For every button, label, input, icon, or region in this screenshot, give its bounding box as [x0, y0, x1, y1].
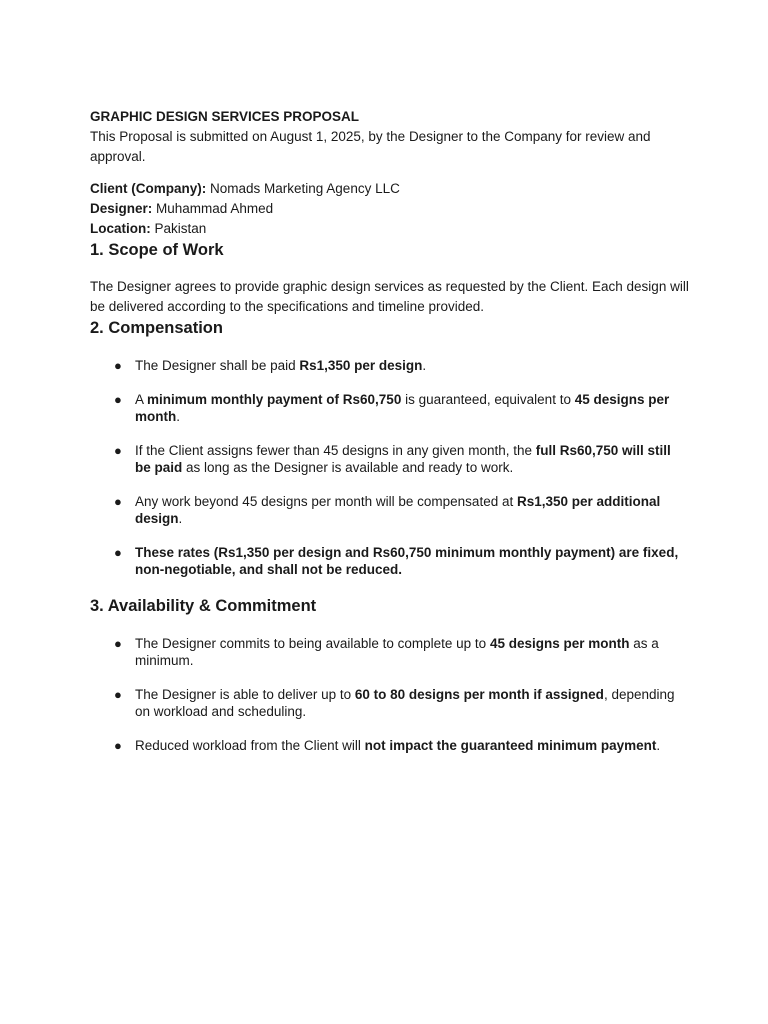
text-run: The Designer is able to deliver up to: [135, 687, 355, 702]
text-run: .: [656, 738, 661, 753]
bold-text: Rs1,350 per design: [299, 358, 423, 373]
text-run: If the Client assigns fewer than 45 designs in any given month, the: [135, 443, 536, 458]
text-run: A: [135, 392, 148, 407]
bold-text: 45 designs per month: [489, 636, 630, 651]
designer-line: [90, 199, 690, 219]
list-item: [90, 493, 690, 527]
designer-value: Muhammad Ahmed: [152, 201, 274, 216]
bullet-icon: ●: [114, 636, 122, 651]
list-item: [90, 544, 690, 578]
text-run: .: [422, 358, 427, 373]
text-run: as a minimum.: [135, 636, 659, 668]
text-run: as long as the Designer is available and ready to work.: [182, 460, 514, 475]
intro-paragraph: This Proposal is submitted on August 1, 2025, by the Designer to the Company for review and approval.: [90, 129, 651, 164]
text-run: Reduced workload from the Client will: [135, 738, 365, 753]
list-item: [90, 686, 690, 720]
document-page: [90, 108, 690, 771]
list-item: [90, 391, 690, 425]
compensation-list: [90, 357, 690, 578]
text-run: is guaranteed, equivalent to: [401, 392, 575, 407]
section-heading-compensation: 2. Compensation: [90, 319, 223, 337]
bold-text: 60 to 80 designs per month if assigned: [354, 687, 604, 702]
availability-list: [90, 635, 690, 754]
list-item: [90, 357, 690, 374]
bold-text: Rs1,350 per additional design: [135, 494, 661, 526]
text-run: .: [178, 511, 183, 526]
bold-text: These rates (Rs1,350 per design and Rs60,750 minimum monthly payment) are fixed, non-negotiable, and shall not be reduced.: [135, 545, 679, 577]
bullet-icon: ●: [114, 687, 122, 702]
bold-text: 45 designs per month: [135, 392, 670, 424]
section-heading-scope: 1. Scope of Work: [90, 241, 224, 259]
bullet-icon: ●: [114, 392, 122, 407]
list-item: [90, 635, 690, 669]
bullet-icon: ●: [114, 494, 122, 509]
scope-paragraph: The Designer agrees to provide graphic design services as requested by the Client. Each design will be delivered according to the specifications and timeline provided.: [90, 279, 689, 314]
text-run: , depending on workload and scheduling.: [135, 687, 675, 719]
bullet-icon: ●: [114, 358, 122, 373]
bullet-icon: ●: [114, 545, 122, 560]
bullet-icon: ●: [114, 738, 122, 753]
location-label: Location:: [90, 221, 151, 236]
bold-text: minimum monthly payment of Rs60,750: [147, 392, 402, 407]
text-run: Any work beyond 45 designs per month will be compensated at: [135, 494, 517, 509]
proposal-details: [90, 179, 690, 239]
location-line: [90, 219, 690, 239]
designer-label: Designer:: [90, 201, 153, 216]
document-title: GRAPHIC DESIGN SERVICES PROPOSAL: [90, 109, 360, 124]
bold-text: full Rs60,750 will still be paid: [135, 443, 671, 475]
text-run: The Designer commits to being available to complete up to: [135, 636, 490, 651]
bold-text: not impact the guaranteed minimum payment: [364, 738, 657, 753]
client-value: Nomads Marketing Agency LLC: [206, 181, 400, 196]
location-value: Pakistan: [150, 221, 207, 236]
client-label: Client (Company):: [90, 181, 207, 196]
section-heading-availability: 3. Availability & Commitment: [90, 597, 317, 615]
text-run: The Designer shall be paid: [135, 358, 300, 373]
list-item: [90, 442, 690, 476]
text-run: .: [176, 409, 181, 424]
bullet-icon: ●: [114, 443, 122, 458]
list-item: [90, 737, 690, 754]
client-line: [90, 179, 690, 199]
